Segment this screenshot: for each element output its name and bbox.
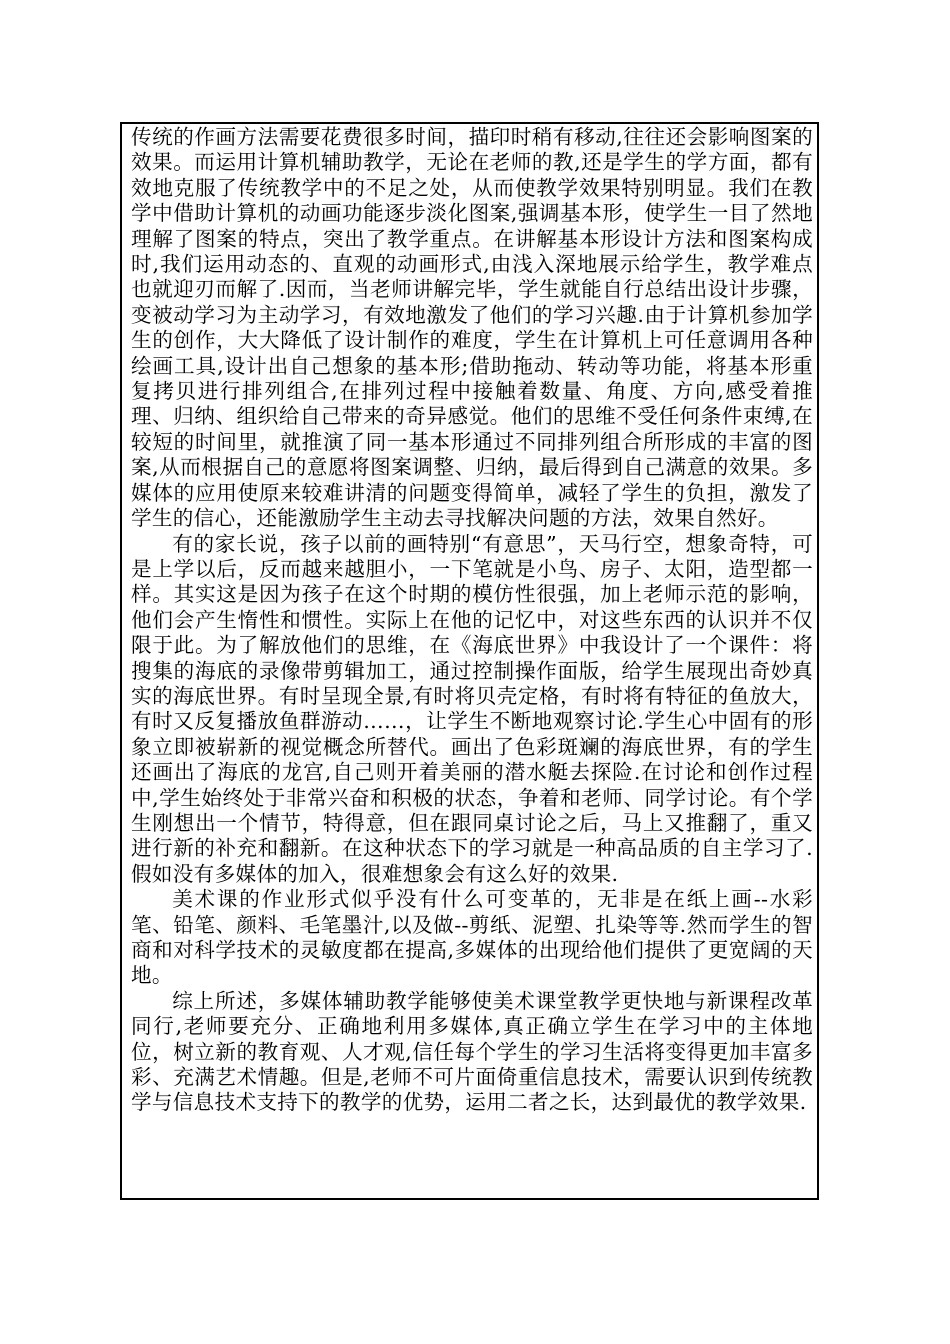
paragraph-4: 综上所述，多媒体辅助教学能够使美术课堂教学更快地与新课程改革同行,老师要充分、正确地利用多媒体,真正确立学生在学习中的主体地位，树立新的教育观、人才观,信任每个学生的学习生活将变得更加丰富多彩、充满艺术情趣。但是,老师不可片面倚重信息技术，需要认识到传统教学与信息技术支持下的教学的优势，运用二者之长，达到最优的教学效果.	[131, 988, 813, 1115]
paragraph-2: 有的家长说，孩子以前的画特别“有意思”，天马行空，想象奇特，可是上学以后，反而越来越胆小，一下笔就是小鸟、房子、太阳，造型都一样。其实这是因为孩子在这个时期的模仿性很强，加上老师示范的影响，他们会产生惰性和惯性。实际上在他的记忆中，对这些东西的认识并不仅限于此。为了解放他们的思维，在《海底世界》中我设计了一个课件：将搜集的海底的录像带剪辑加工，通过控制操作面版，给学生展现出奇妙真实的海底世界。有时呈现全景,有时将贝壳定格，有时将有特征的鱼放大，有时又反复播放鱼群游动……，让学生不断地观察讨论.学生心中固有的形象立即被崭新的视觉概念所替代。画出了色彩斑斓的海底世界，有的学生还画出了海底的龙宫,自己则开着美丽的潜水艇去探险.在讨论和创作过程中,学生始终处于非常兴奋和积极的状态，争着和老师、同学讨论。有个学生刚想出一个情节，特得意，但在跟同桌讨论之后，马上又推翻了，重又进行新的补充和翻新。在这种状态下的学习就是一种高品质的自主学习了.假如没有多媒体的加入，很难想象会有这么好的效果.	[131, 531, 813, 886]
paragraph-3: 美术课的作业形式似乎没有什么可变革的，无非是在纸上画--水彩笔、铅笔、颜料、毛笔墨汁,以及做--剪纸、泥塑、扎染等等.然而学生的智商和对科学技术的灵敏度都在提高,多媒体的出现给他们提供了更宽阔的天地。	[131, 887, 813, 988]
paragraph-1: 传统的作画方法需要花费很多时间，描印时稍有移动,往往还会影响图案的效果。而运用计算机辅助教学，无论在老师的教,还是学生的学方面，都有效地克服了传统教学中的不足之处，从而使教学效果特别明显。我们在教学中借助计算机的动画功能逐步淡化图案,强调基本形，使学生一目了然地理解了图案的特点，突出了教学重点。在讲解基本形设计方法和图案构成时,我们运用动态的、直观的动画形式,由浅入深地展示给学生，教学难点也就迎刃而解了.因而，当老师讲解完毕，学生就能自行总结出设计步骤，变被动学习为主动学习，有效地激发了他们的学习兴趣.由于计算机参加学生的创作，大大降低了设计制作的难度，学生在计算机上可任意调用各种绘画工具,设计出自己想象的基本形;借助拖动、转动等功能，将基本形重复拷贝进行排列组合,在排列过程中接触着数量、角度、方向,感受着推理、归纳、组织给自己带来的奇异感觉。他们的思维不受任何条件束缚,在较短的时间里，就推演了同一基本形通过不同排列组合所形成的丰富的图案,从而根据自己的意愿将图案调整、归纳，最后得到自己满意的效果。多媒体的应用使原来较难讲清的问题变得简单，减轻了学生的负担，激发了学生的信心，还能激励学生主动去寻找解决问题的方法，效果自然好。	[131, 125, 813, 531]
body-text	[131, 125, 813, 1116]
